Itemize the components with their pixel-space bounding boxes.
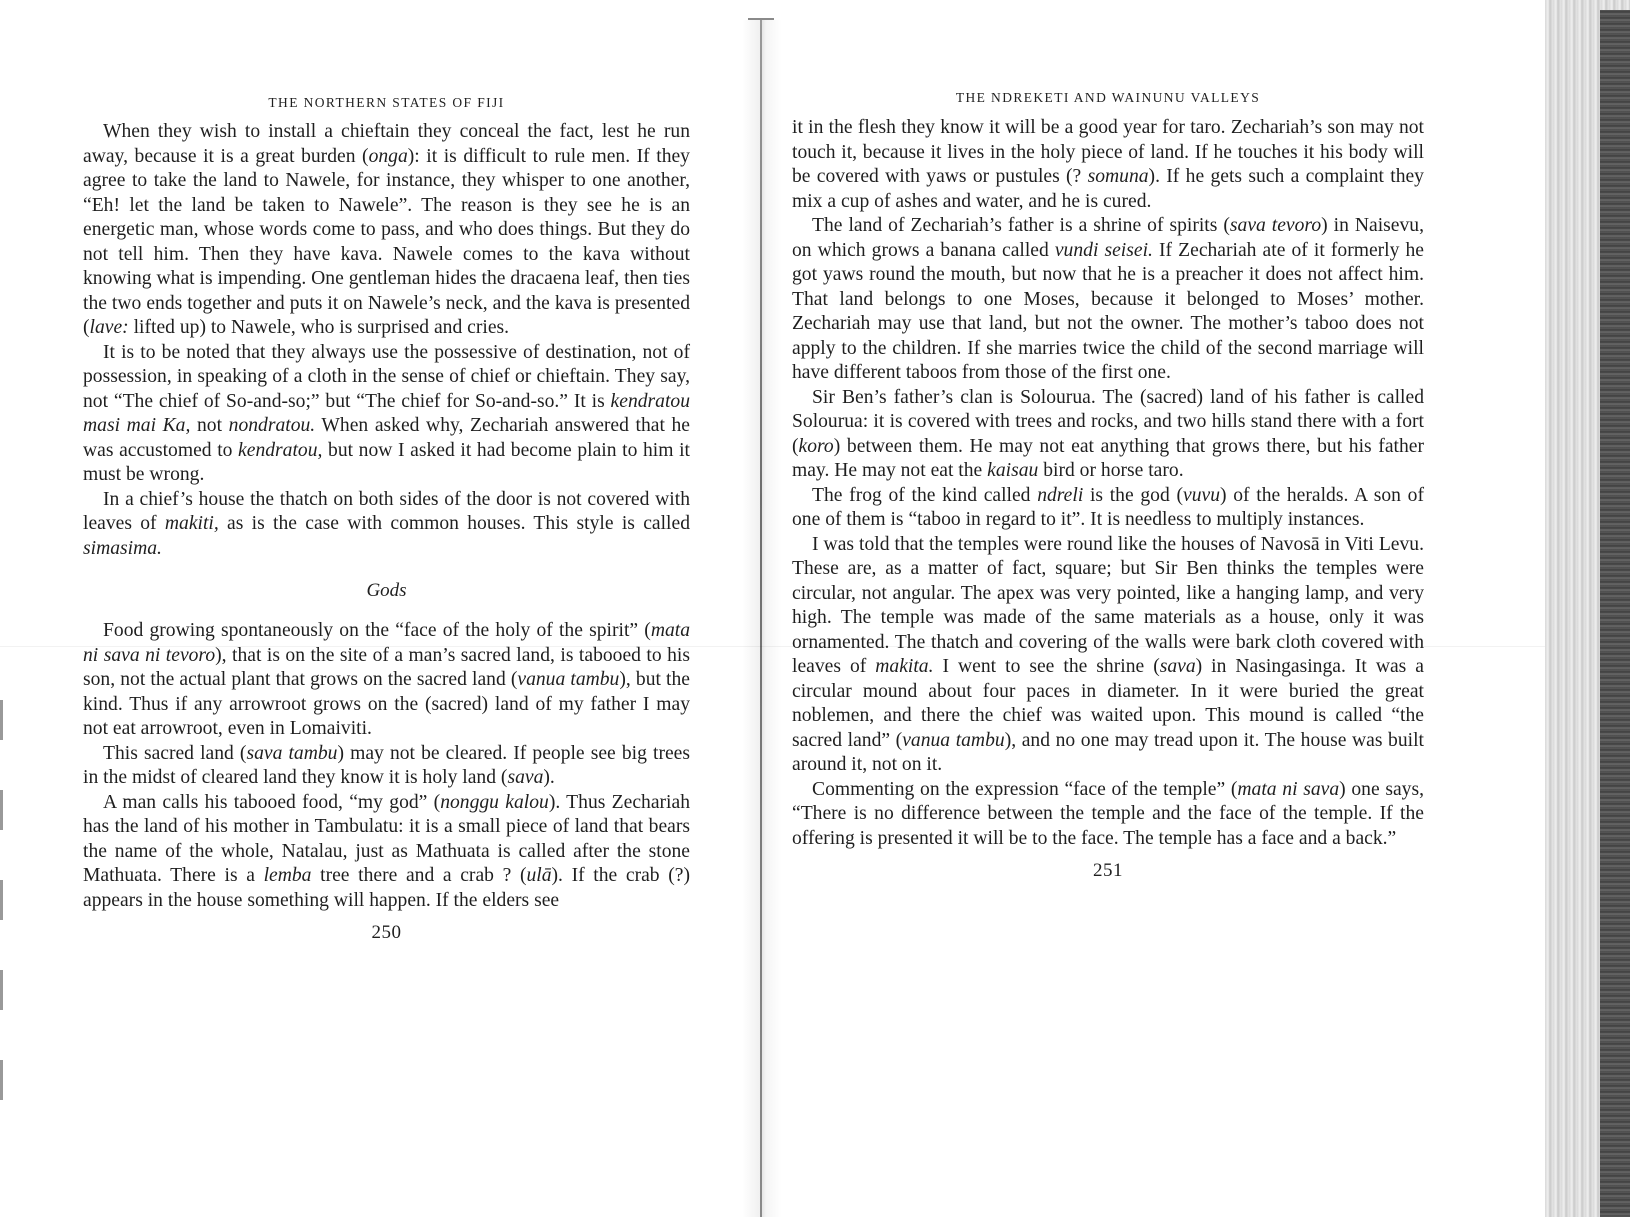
paragraph: A man calls his tabooed food, “my god” (nonggu kalou). Thus Zechariah has the land of his mother in Tambulatu: it is a small piece of land that bears the name of the whole, Natalau, just as Mathuata is called after the stone Mathuata. There is a lemba tree there and a crab ? (ulā). If the crab (?) appears in the house something will happen. If the elders see: [83, 791, 691, 911]
left-page: [83, 92, 690, 946]
italic-term: somuna: [1087, 166, 1149, 187]
italic-term: vuvu: [1183, 484, 1220, 506]
paragraph: The frog of the kind called ndreli is the god (vuvu) of the heralds. A son of one of them is “taboo in regard to it”. It is needless to multiply instances.: [792, 484, 1424, 530]
book-cover-edge: [1600, 10, 1630, 1217]
page-number: 251: [1093, 860, 1123, 881]
section-heading: Gods: [366, 580, 407, 601]
right-page: [792, 86, 1424, 884]
paragraph: Commenting on the expression “face of the temple” (mata ni sava) one says, “There is no difference between the temple and the face of the temple. If the offering is presented it will be to the face. The temple has a face and a back.”: [792, 778, 1425, 849]
italic-term: ndreli: [1037, 484, 1084, 506]
paragraph: It is to be noted that they always use the possessive of destination, not of possession, in speaking of a cloth in the sense of chief or chieftain. They say, not “The chief of So-and-so;” but “The chief for So-and-so.” It is kendratou masi mai Ka, not nondratou. When asked why, Zechariah answered that he was accustomed to kendratou, but now I asked it had become plain to him it must be wrong.: [83, 341, 690, 485]
left-page-edge: [0, 700, 3, 1120]
italic-term: lave:: [89, 317, 129, 338]
gutter-mark: [748, 18, 774, 20]
italic-term: vundi seisei.: [1054, 239, 1153, 261]
italic-term: ulā: [526, 865, 552, 886]
paragraph: When they wish to install a chieftain they conceal the fact, lest he run away, because it is a great burden (onga): it is difficult to rule men. If they agree to take the land to Nawele, for instance, they whisper to one another, “Eh! let the land be taken to Nawele”. The reason is they see he is an energetic man, whose words come to pass, and who does things. But they do not tell him. Then they have kava. Nawele comes to the kava without knowing what is impending. One gentleman hides the dracaena leaf, then ties the two ends together and puts it on Nawele’s neck, and the kava is presented (lave: lifted up) to Nawele, who is surprised and cries.: [83, 121, 690, 338]
paragraph: Food growing spontaneously on the “face of the holy of the spirit” (mata ni sava ni tevoro), that is on the site of a man’s sacred land, is tabooed to his son, not the actual plant that grows on the sacred land (vanua tambu), but the kind. Thus if any arrowroot grows on the (sacred) land of my father I may not eat arrowroot, even in Lomaiviti.: [83, 620, 691, 739]
page-number: 250: [371, 922, 402, 943]
italic-term: makiti,: [164, 513, 219, 534]
book-gutter: [760, 18, 762, 1217]
body-text: [792, 116, 1424, 851]
italic-term: sava: [507, 767, 544, 788]
italic-term: nondratou.: [228, 415, 316, 436]
italic-term: vanua tambu: [902, 729, 1005, 751]
paragraph: In a chief’s house the thatch on both sides of the door is not covered with leaves of makiti, as is the case with common houses. This style is called simasima.: [83, 488, 690, 559]
gutter-shadow: [742, 20, 782, 1217]
italic-term: sava tambu: [246, 742, 338, 764]
paragraph: Sir Ben’s father’s clan is Solourua. The (sacred) land of his father is called Solourua: it is covered with trees and rocks, and two hills stand there with a fort (koro) between them. He may not eat anything that grows there, but his father may. He may not eat the kaisau bird or horse taro.: [792, 386, 1424, 481]
paragraph: it in the flesh they know it will be a good year for taro. Zechariah’s son may not touch it, because it lives in the holy piece of land. If he touches it his body will be covered with yaws or pustules (? somuna). If he gets such a complaint they mix a cup of ashes and water, and he is cured.: [792, 117, 1424, 212]
paragraph: This sacred land (sava tambu) may not be cleared. If people see big trees in the midst of cleared land they know it is holy land (sava).: [83, 742, 690, 788]
italic-term: mata ni sava ni tevoro: [83, 620, 690, 666]
paragraph: The land of Zechariah’s father is a shrine of spirits (sava tevoro) in Naisevu, on which grows a banana called vundi seisei. If Zechariah ate of it formerly he got yaws round the mouth, but now that he is a preacher it does not affect him. That land belongs to one Moses, because it belonged to Moses’ mother. Zechariah may use that land, but not the owner. The mother’s taboo does not apply to the children. If she marries twice the child of the second marriage will have different taboos from those of the first one.: [792, 215, 1425, 383]
running-head-left: THE NORTHERN STATES OF FIJI: [268, 95, 505, 110]
italic-term: koro: [798, 435, 834, 457]
italic-term: makita.: [875, 656, 934, 677]
italic-term: sava tevoro: [1229, 215, 1322, 236]
paragraph: I was told that the temples were round like the houses of Navosā in Viti Levu. These are, as a matter of fact, square; but Sir Ben thinks the temples were circular, not angular. The apex was very pointed, like a hanging lamp, and very high. The temple was made of the same materials as a house, only it was ornamented. The thatch and covering of the walls were bark cloth covered with leaves of makita. I went to see the shrine (sava) in Nasingasinga. It was a circular mound about four paces in diameter. In it were buried the great noblemen, and there the chief was waited upon. This mound is called “the sacred land” (vanua tambu), and no one may tread upon it. The house was built around it, not on it.: [792, 533, 1424, 775]
italic-term: vanua tambu: [517, 669, 620, 690]
italic-term: mata ni sava: [1237, 778, 1340, 800]
italic-term: simasima.: [83, 537, 162, 559]
italic-term: lemba: [263, 865, 312, 886]
italic-term: kendratou,: [238, 439, 323, 461]
italic-term: nonggu kalou: [440, 791, 549, 813]
italic-term: sava: [1159, 656, 1196, 677]
running-head-right: THE NDREKETI AND WAINUNU VALLEYS: [955, 90, 1261, 105]
italic-term: kendratou masi mai Ka,: [83, 390, 690, 436]
body-text-top: [83, 120, 690, 561]
body-text-bottom: [83, 619, 690, 913]
italic-term: onga: [368, 145, 408, 167]
italic-term: kaisau: [987, 460, 1039, 481]
